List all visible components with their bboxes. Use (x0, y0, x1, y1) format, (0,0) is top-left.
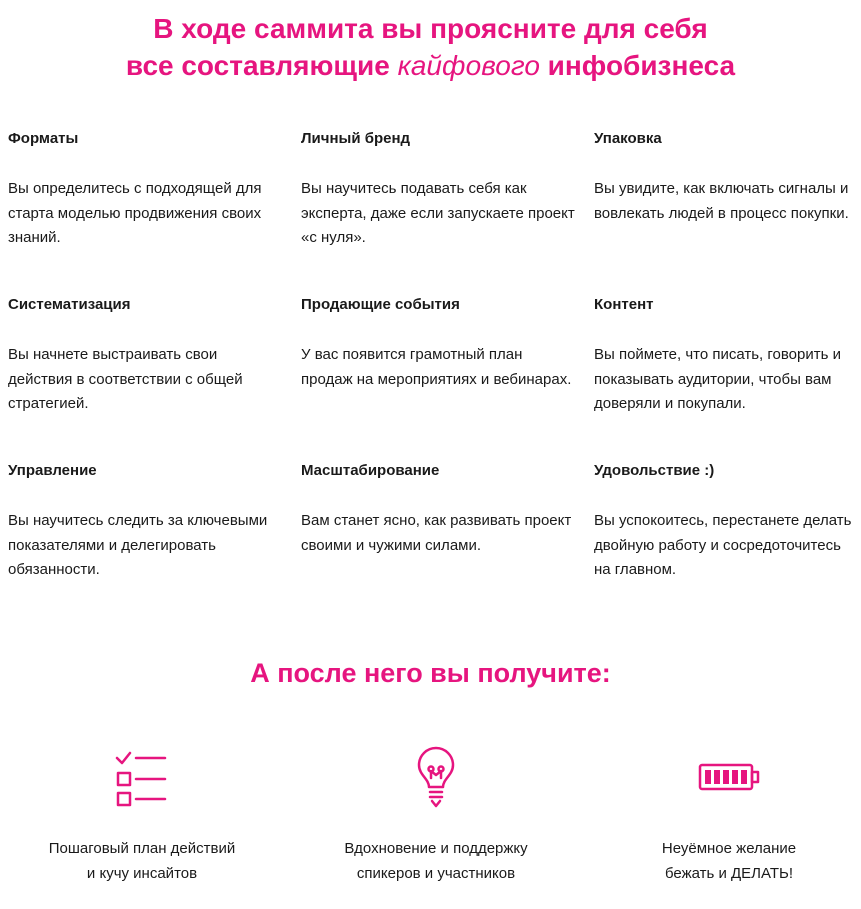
benefit-line-1: Пошаговый план действий (48, 840, 236, 857)
benefit-line-2: бежать и ДЕЛАТЬ! (664, 864, 794, 882)
battery-icon (697, 745, 761, 809)
lightbulb-icon (404, 745, 468, 809)
feature-text: У вас появится грамотный план продаж на мероприятиях и вебинарах. (301, 346, 572, 388)
benefit-line-1: Неуёмное желание (661, 840, 797, 857)
feature-title: Форматы (8, 130, 79, 147)
benefit-text (0, 837, 287, 886)
benefit-line-2: спикеров и участников (356, 864, 516, 882)
benefit-plan (0, 745, 287, 886)
feature-title: Упаковка (594, 130, 662, 147)
feature-management (8, 460, 283, 583)
feature-selling-events (301, 294, 576, 392)
checklist-icon (110, 745, 174, 809)
feature-text: Вы научитесь следить за ключевыми показателями и делегировать обязанности. (8, 512, 268, 578)
feature-text: Вы определитесь с подходящей для старта моделью продвижения своих знаний. (8, 180, 262, 246)
feature-title: Контент (594, 296, 654, 313)
feature-text: Вам станет ясно, как развивать проект своими и чужими силами. (301, 512, 572, 554)
feature-formats (8, 128, 283, 251)
feature-systematization (8, 294, 283, 417)
feature-text: Вы начнете выстраивать свои действия в соответствии с общей стратегией. (8, 346, 243, 412)
feature-content (594, 294, 860, 417)
title-line-2-start: все составляющие (125, 50, 398, 81)
feature-title: Продающие события (301, 296, 460, 313)
feature-title: Масштабирование (301, 462, 440, 479)
title-line-2-italic: кайфового (397, 50, 540, 81)
feature-pleasure (594, 460, 860, 583)
feature-text: Вы научитесь подавать себя как эксперта, даже если запускаете проект «с нуля». (301, 180, 575, 246)
feature-title: Управление (8, 462, 97, 479)
benefit-line-2: и кучу инсайтов (86, 864, 198, 882)
title-line-2 (0, 47, 861, 84)
benefit-line-1: Вдохновение и поддержку (344, 840, 528, 857)
feature-text: Вы успокоитесь, перестанете делать двойную работу и сосредоточитесь на главном. (594, 512, 852, 578)
feature-text: Вы поймете, что писать, говорить и показывать аудитории, чтобы вам доверяли и покупали. (594, 346, 841, 412)
benefit-text (584, 837, 861, 886)
feature-title: Систематизация (8, 296, 131, 313)
feature-scaling (301, 460, 576, 558)
feature-packaging (594, 128, 860, 226)
feature-title: Личный бренд (301, 130, 411, 147)
benefit-text (291, 837, 581, 886)
page-title (0, 10, 861, 84)
after-title: А после него вы получите: (250, 658, 611, 688)
title-line-1: В ходе саммита вы проясните для себя (153, 13, 708, 44)
benefit-desire (584, 745, 861, 886)
benefit-inspiration (291, 745, 581, 886)
title-line-2-end: инфобизнеса (539, 50, 736, 81)
feature-title: Удовольствие :) (594, 462, 715, 479)
feature-personal-brand (301, 128, 576, 251)
feature-text: Вы увидите, как включать сигналы и вовлекать людей в процесс покупки. (594, 180, 849, 222)
